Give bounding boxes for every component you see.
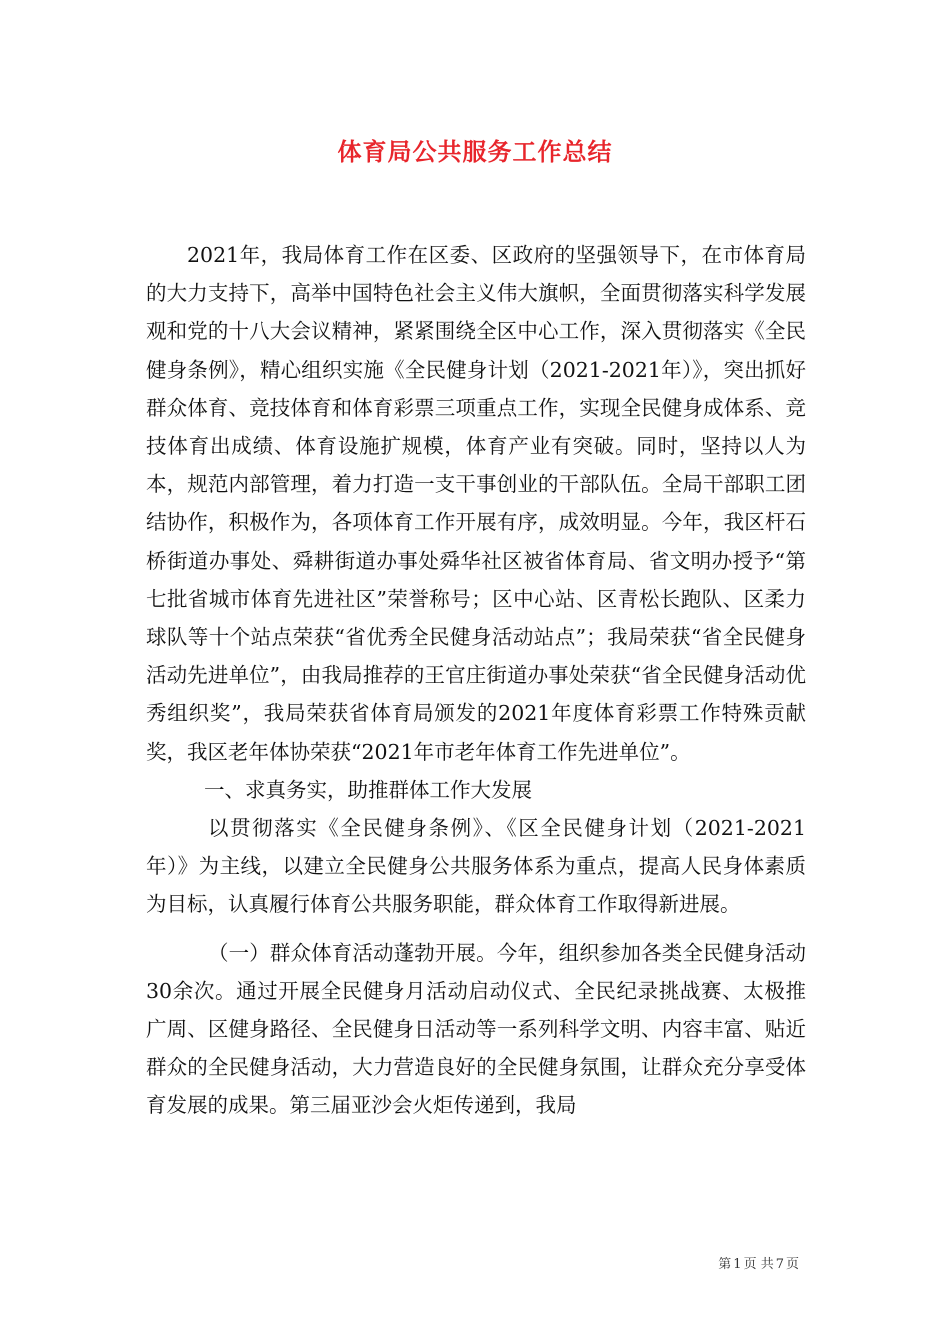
total-page-number: 7 xyxy=(775,1257,784,1272)
footer-middle: 页 共 xyxy=(743,1257,774,1272)
current-page-number: 1 xyxy=(733,1257,742,1272)
footer-suffix: 页 xyxy=(785,1257,799,1272)
intro-paragraph: 2021年，我局体育工作在区委、区政府的坚强领导下，在市体育局的大力支持下，高举中国特色社会主义伟大旗帜，全面贯彻落实科学发展观和党的十八大会议精神，紧紧围绕全区中心工作，深入贯彻落实《全民健身条例》，精心组织实施《全民健身计划（2021-2021年）》，突出抓好群众体育、竞技体育和体育彩票三项重点工作，实现全民健身成体系、竞技体育出成绩、体育设施扩规模，体育产业有突破。同时，坚持以人为本，规范内部管理，着力打造一支干事创业的干部队伍。全局干部职工团结协作，积极作为，各项体育工作开展有序，成效明显。今年，我区杆石桥街道办事处、舜耕街道办事处舜华社区被省体育局、省文明办授予“第七批省城市体育先进社区”荣誉称号；区中心站、区青松长跑队、区柔力球队等十个站点荣获“省优秀全民健身活动站点”；我局荣获“省全民健身活动先进单位”，由我局推荐的王官庄街道办事处荣获“省全民健身活动优秀组织奖”，我局荣获省体育局颁发的2021年度体育彩票工作特殊贡献奖，我区老年体协荣获“2021年市老年体育工作先进单位”。 xyxy=(146,243,806,764)
subsection-paragraph-1: （一）群众体育活动蓬勃开展。今年，组织参加各类全民健身活动30余次。通过开展全民健身月活动启动仪式、全民纪录挑战赛、太极推广周、区健身路径、全民健身日活动等一系列科学文明、内容丰富、贴近群众的全民健身活动，大力营造良好的全民健身氛围，让群众充分享受体育发展的成果。第三届亚沙会火炬传递到，我局 xyxy=(146,940,806,1118)
document-body xyxy=(146,236,806,1125)
document-title: 体育局公共服务工作总结 xyxy=(337,137,613,166)
page-number-footer xyxy=(717,1253,800,1272)
section-intro-paragraph: 以贯彻落实《全民健身条例》、《区全民健身计划（2021-2021年）》为主线，以建立全民健身公共服务体系为重点，提高人民身体素质为目标，认真履行体育公共服务职能，群众体育工作取得新进展。 xyxy=(146,816,806,917)
footer-prefix: 第 xyxy=(718,1257,732,1272)
section-heading-1: 一、求真务实，助推群体工作大发展 xyxy=(204,777,532,802)
